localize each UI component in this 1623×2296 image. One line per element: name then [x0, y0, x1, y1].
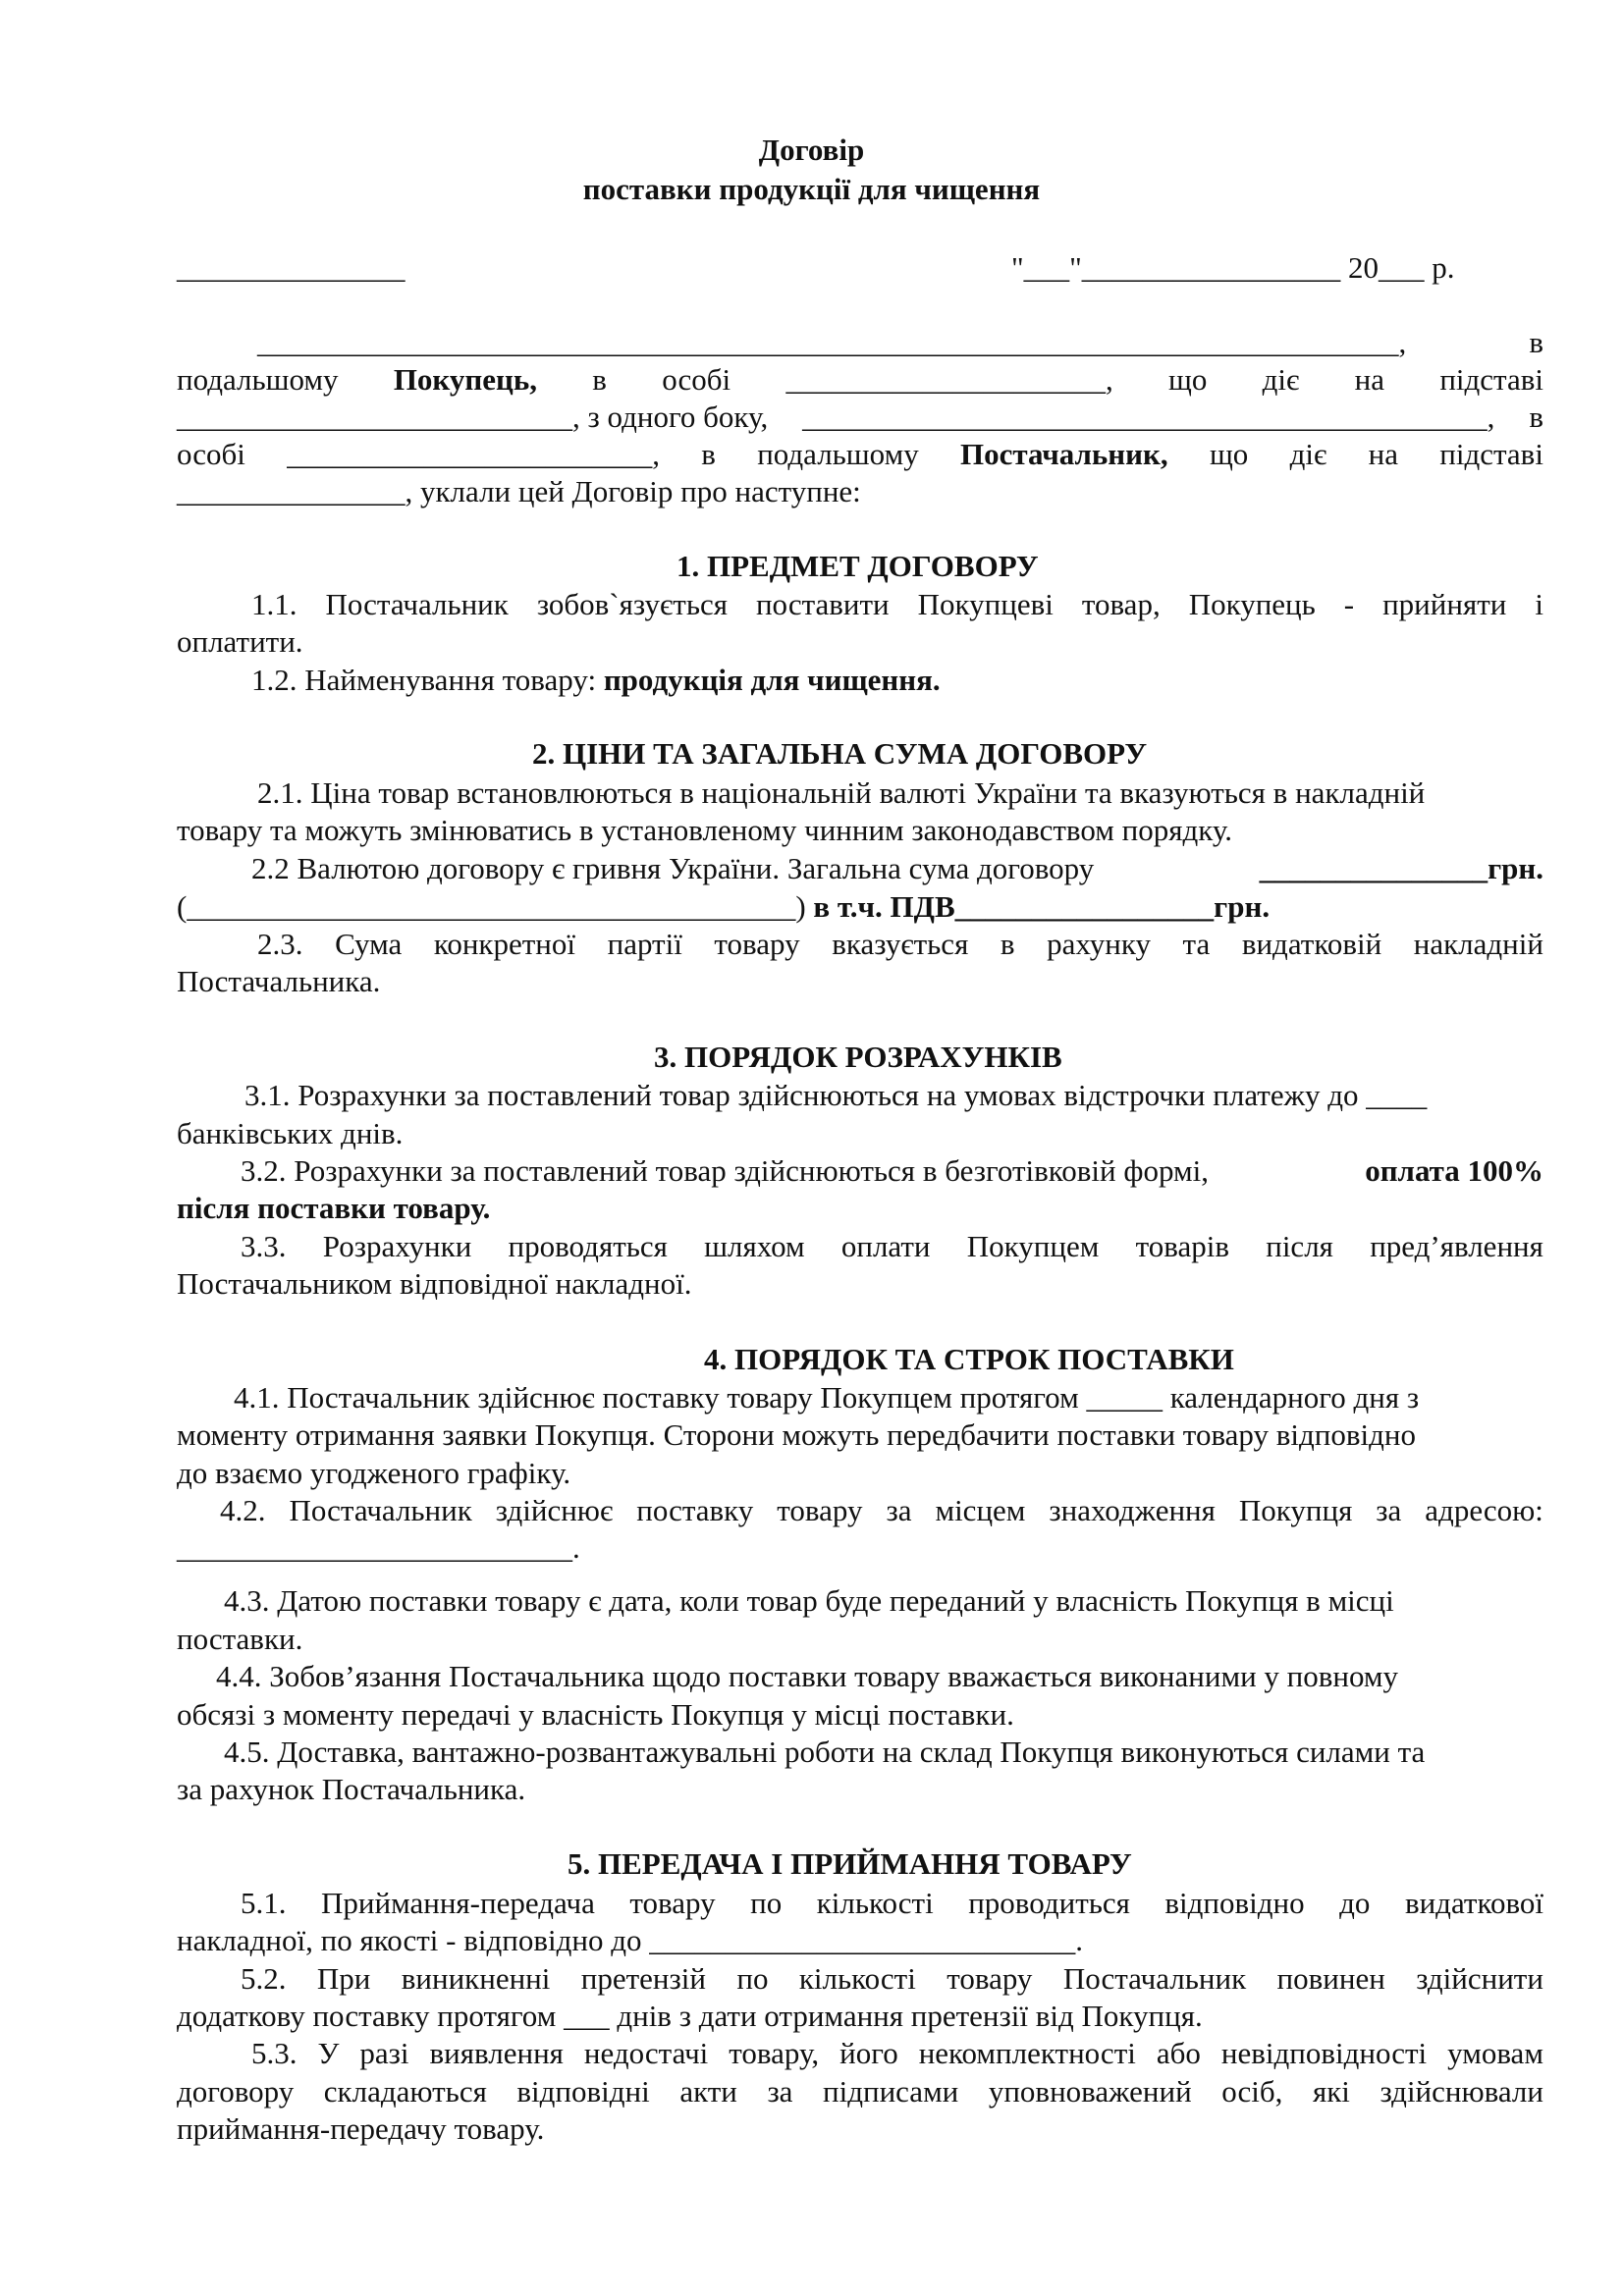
clause-5-3-line-3: приймання-передачу товару. — [177, 2111, 545, 2146]
section-5-heading: 5. ПЕРЕДАЧА І ПРИЙМАННЯ ТОВАРУ — [568, 1846, 1132, 1881]
intro-line-1: ___________________________________________________________________________, в — [257, 325, 1543, 359]
intro-line-3: __________________________, з одного боку, _____________________________________________, в — [177, 400, 1543, 434]
clause-4-5-line-1: 4.5. Доставка, вантажно-розвантажувальні роботи на склад Покупця виконуються силами та — [224, 1735, 1426, 1769]
section-4-heading: 4. ПОРЯДОК ТА СТРОК ПОСТАВКИ — [704, 1342, 1234, 1376]
clause-2-3-line-2: Постачальника. — [177, 964, 381, 998]
clause-4-1-line-1: 4.1. Постачальник здійснює поставку товару Покупцем протягом _____ календарного дня з — [234, 1380, 1420, 1415]
clause-2-1-line-1: 2.1. Ціна товар встановлюються в національній валюті України та вказуються в накладній — [257, 775, 1426, 810]
clause-2-3-line-1: 2.3. Сума конкретної партії товару вказується в рахунку та видатковій накладній — [257, 927, 1543, 961]
intro-line-2: подальшому Покупець, в особі _____________________, що діє на підставі — [177, 362, 1543, 397]
clause-4-4-line-1: 4.4. Зобов’язання Постачальника щодо поставки товару вважається виконаними у повному — [216, 1659, 1399, 1693]
clause-5-1-line-1: 5.1. Приймання-передача товару по кількості проводиться відповідно до видаткової — [241, 1886, 1543, 1920]
clause-4-4-line-2: обсязі з моменту передачі у власність Покупця у місці поставки. — [177, 1697, 1014, 1732]
clause-5-2-line-2: додаткову поставку протягом ___ днів з дати отримання претензії від Покупця. — [177, 1999, 1203, 2033]
clause-1-1-line-2: оплатити. — [177, 624, 303, 659]
clause-2-1-line-2: товару та можуть змінюватись в установленому чинним законодавством порядку. — [177, 813, 1232, 847]
clause-1-1-line-1: 1.1. Постачальник зобов`язується поставити Покупцеві товар, Покупець - прийняти і — [251, 587, 1543, 621]
document-subtitle: поставки продукції для чищення — [582, 172, 1041, 206]
clause-3-3-line-1: 3.3. Розрахунки проводяться шляхом оплати Покупцем товарів після пред’явлення — [241, 1229, 1543, 1263]
intro-line-4: особі ________________________, в подальшому Постачальник, що діє на підставі — [177, 437, 1543, 471]
clause-4-3-line-2: поставки. — [177, 1622, 303, 1656]
clause-3-1-line-1: 3.1. Розрахунки за поставлений товар здійснюються на умовах відстрочки платежу до ____ — [244, 1078, 1428, 1112]
place-blank: _______________ — [177, 250, 406, 285]
clause-4-1-line-2: моменту отримання заявки Покупця. Сторони можуть передбачити поставки товару відповідно — [177, 1417, 1416, 1452]
clause-3-2-line-1: 3.2. Розрахунки за поставлений товар здійснюються в безготівковій формі, оплата 100% — [241, 1153, 1543, 1188]
clause-4-3-line-1: 4.3. Датою поставки товару є дата, коли товар буде переданий у власність Покупця в місці — [224, 1583, 1394, 1618]
clause-5-3-line-2: договору складаються відповідні акти за підписами уповноважений осіб, які здійснювали — [177, 2074, 1543, 2109]
clause-4-1-line-3: до взаємо угодженого графіку. — [177, 1456, 571, 1490]
clause-4-2-line-2: __________________________. — [177, 1530, 580, 1565]
clause-4-5-line-2: за рахунок Постачальника. — [177, 1772, 526, 1806]
clause-5-2-line-1: 5.2. При виникненні претензій по кількості товару Постачальник повинен здійснити — [241, 1961, 1543, 1996]
clause-5-3-line-1: 5.3. У разі виявлення недостачі товару, його некомплектності або невідповідності умовам — [251, 2036, 1543, 2070]
document-title: Договір — [758, 133, 865, 167]
section-3-heading: 3. ПОРЯДОК РОЗРАХУНКІВ — [654, 1040, 1062, 1074]
intro-line-5: _______________, уклали цей Договір про наступне: — [177, 474, 861, 508]
section-2-heading: 2. ЦІНИ ТА ЗАГАЛЬНА СУМА ДОГОВОРУ — [532, 736, 1148, 771]
clause-5-1-line-2: накладної, по якості - відповідно до ____________________________. — [177, 1923, 1083, 1957]
clause-2-2-line-2: (________________________________________) в т.ч. ПДВ_________________грн. — [177, 889, 1271, 924]
clause-3-1-line-2: банківських днів. — [177, 1116, 404, 1150]
clause-1-2: 1.2. Найменування товару: продукція для чищення. — [251, 663, 941, 697]
clause-3-3-line-2: Постачальником відповідної накладної. — [177, 1266, 692, 1301]
clause-3-2-line-2: після поставки товару. — [177, 1191, 491, 1225]
date-line: "___"_________________ 20___ р. — [1011, 250, 1455, 285]
clause-2-2-line-1: 2.2 Валютою договору є гривня України. Загальна сума договору _______________грн. — [251, 851, 1543, 885]
section-1-heading: 1. ПРЕДМЕТ ДОГОВОРУ — [676, 549, 1039, 583]
clause-4-2-line-1: 4.2. Постачальник здійснює поставку товару за місцем знаходження Покупця за адресою: — [220, 1493, 1543, 1527]
